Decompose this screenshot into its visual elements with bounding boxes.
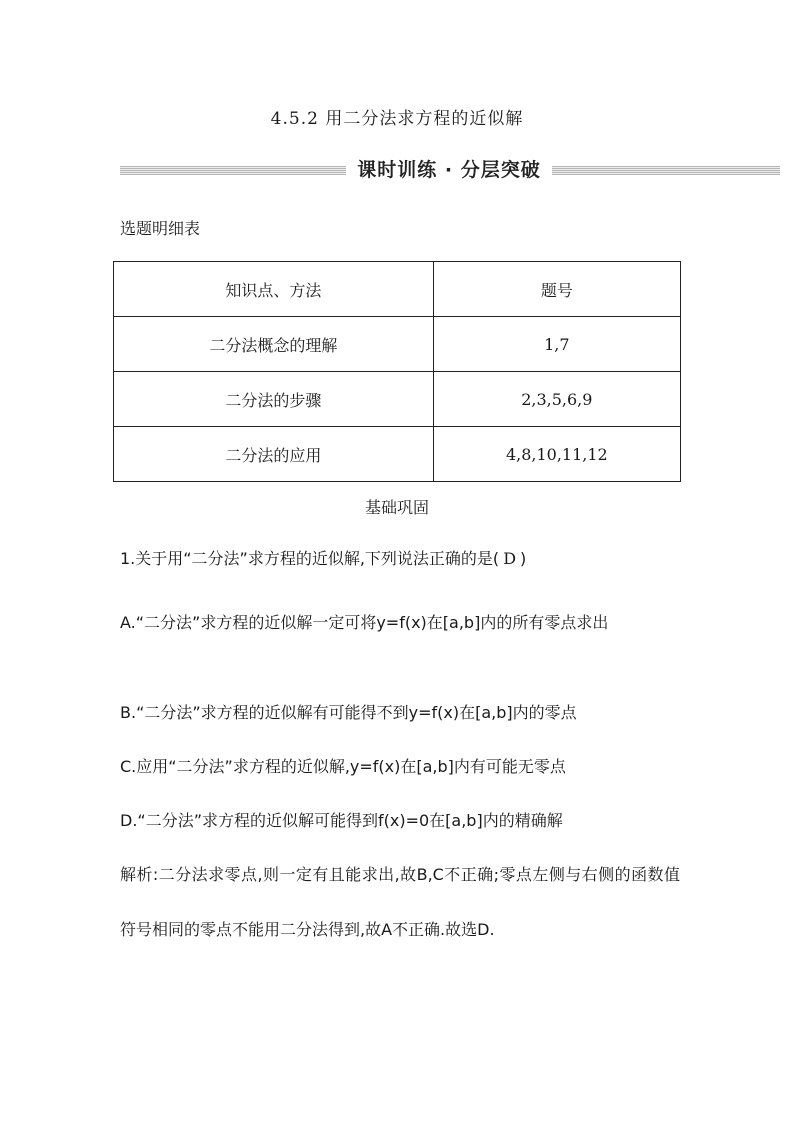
option-a: A.“二分法”求方程的近似解一定可将y=f(x)在[a,b]内的所有零点求出 bbox=[120, 613, 609, 632]
table-cell-topic: 二分法的应用 bbox=[114, 427, 434, 482]
table-cell-numbers: 4,8,10,11,12 bbox=[433, 427, 680, 482]
table-header-cell: 题号 bbox=[433, 262, 680, 317]
question-answer: D bbox=[503, 549, 517, 568]
section-title: 基础巩固 bbox=[364, 498, 429, 517]
table-row bbox=[114, 317, 681, 372]
lesson-title: 4.5.2 用二分法求方程的近似解 bbox=[270, 109, 524, 129]
table-cell-topic: 二分法概念的理解 bbox=[114, 317, 434, 372]
question-stem-end: ) bbox=[520, 549, 527, 568]
table-cell-numbers: 1,7 bbox=[433, 317, 680, 372]
banner-stripe-right bbox=[552, 166, 780, 175]
question-stem-text: 1.关于用“二分法”求方程的近似解,下列说法正确的是( bbox=[120, 549, 500, 568]
option-b: B.“二分法”求方程的近似解有可能得不到y=f(x)在[a,b]内的零点 bbox=[120, 703, 577, 722]
section-banner bbox=[120, 154, 780, 186]
table-header-row bbox=[114, 262, 681, 317]
table-row bbox=[114, 372, 681, 427]
topics-table bbox=[113, 261, 681, 482]
table-cell-topic: 二分法的步骤 bbox=[114, 372, 434, 427]
analysis-text: 解析:二分法求零点,则一定有且能求出,故B,C不正确;零点左侧与右侧的函数值符号相同的零点不能用二分法得到,故A不正确.故选D. bbox=[120, 865, 680, 939]
table-cell-numbers: 2,3,5,6,9 bbox=[433, 372, 680, 427]
table-header-cell: 知识点、方法 bbox=[114, 262, 434, 317]
table-row bbox=[114, 427, 681, 482]
banner-stripe-left bbox=[120, 166, 346, 175]
question-stem bbox=[120, 546, 680, 572]
option-d: D.“二分法”求方程的近似解可能得到f(x)=0在[a,b]内的精确解 bbox=[120, 811, 563, 830]
banner-text: 课时训练 · 分层突破 bbox=[357, 159, 541, 181]
option-c: C.应用“二分法”求方程的近似解,y=f(x)在[a,b]内有可能无零点 bbox=[120, 757, 566, 776]
table-label: 选题明细表 bbox=[120, 219, 201, 238]
